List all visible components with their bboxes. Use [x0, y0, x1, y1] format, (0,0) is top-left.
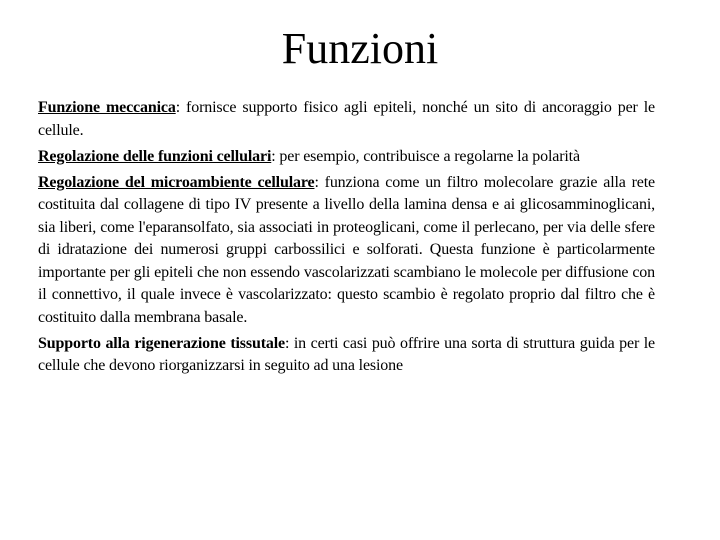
paragraph-tissue-regeneration — [38, 333, 655, 378]
paragraph-text: : fornisce supporto fisico agli epiteli, nonché un sito di ancoraggio per le cellule. — [38, 99, 656, 139]
paragraph-cell-function-regulation — [38, 146, 655, 169]
paragraph-heading: Regolazione delle funzioni cellulari — [38, 147, 272, 165]
paragraph-text: : per esempio, contribuisce a regolarne la polarità — [271, 147, 580, 165]
paragraph-text: : funziona come un filtro molecolare grazie alla rete costituita dal collagene di tipo IV presente a livello della lamina densa e ai glicosamminoglicani, sia liberi, come l'eparansolfato, sia associati in proteoglicani, come il perlecano, per via delle sfere di idratazione dei numerosi gruppi carbossilici e solforati. Questa funzione è particolarmente importante per gli epiteli che non essendo vascolarizzati scambiano le molecole per diffusione con il connettivo, il quale invece è vascolarizzato: questo scambio è regolato proprio dal filtro che è costituito dalla membrana basale. — [38, 173, 655, 326]
paragraph-heading: Supporto alla rigenerazione tissutale — [38, 334, 285, 352]
slide-title: Funzioni — [281, 24, 439, 73]
paragraph-heading: Funzione meccanica — [38, 99, 176, 116]
paragraph-text: : in certi casi può offrire una sorta di struttura guida per le cellule che devono riorganizzarsi in seguito ad una lesione — [38, 334, 655, 374]
paragraph-microenvironment-regulation — [38, 172, 655, 330]
slide-body — [38, 97, 655, 381]
paragraph-heading: Regolazione del microambiente cellulare — [38, 173, 315, 191]
paragraph-mechanical-function — [38, 97, 655, 142]
